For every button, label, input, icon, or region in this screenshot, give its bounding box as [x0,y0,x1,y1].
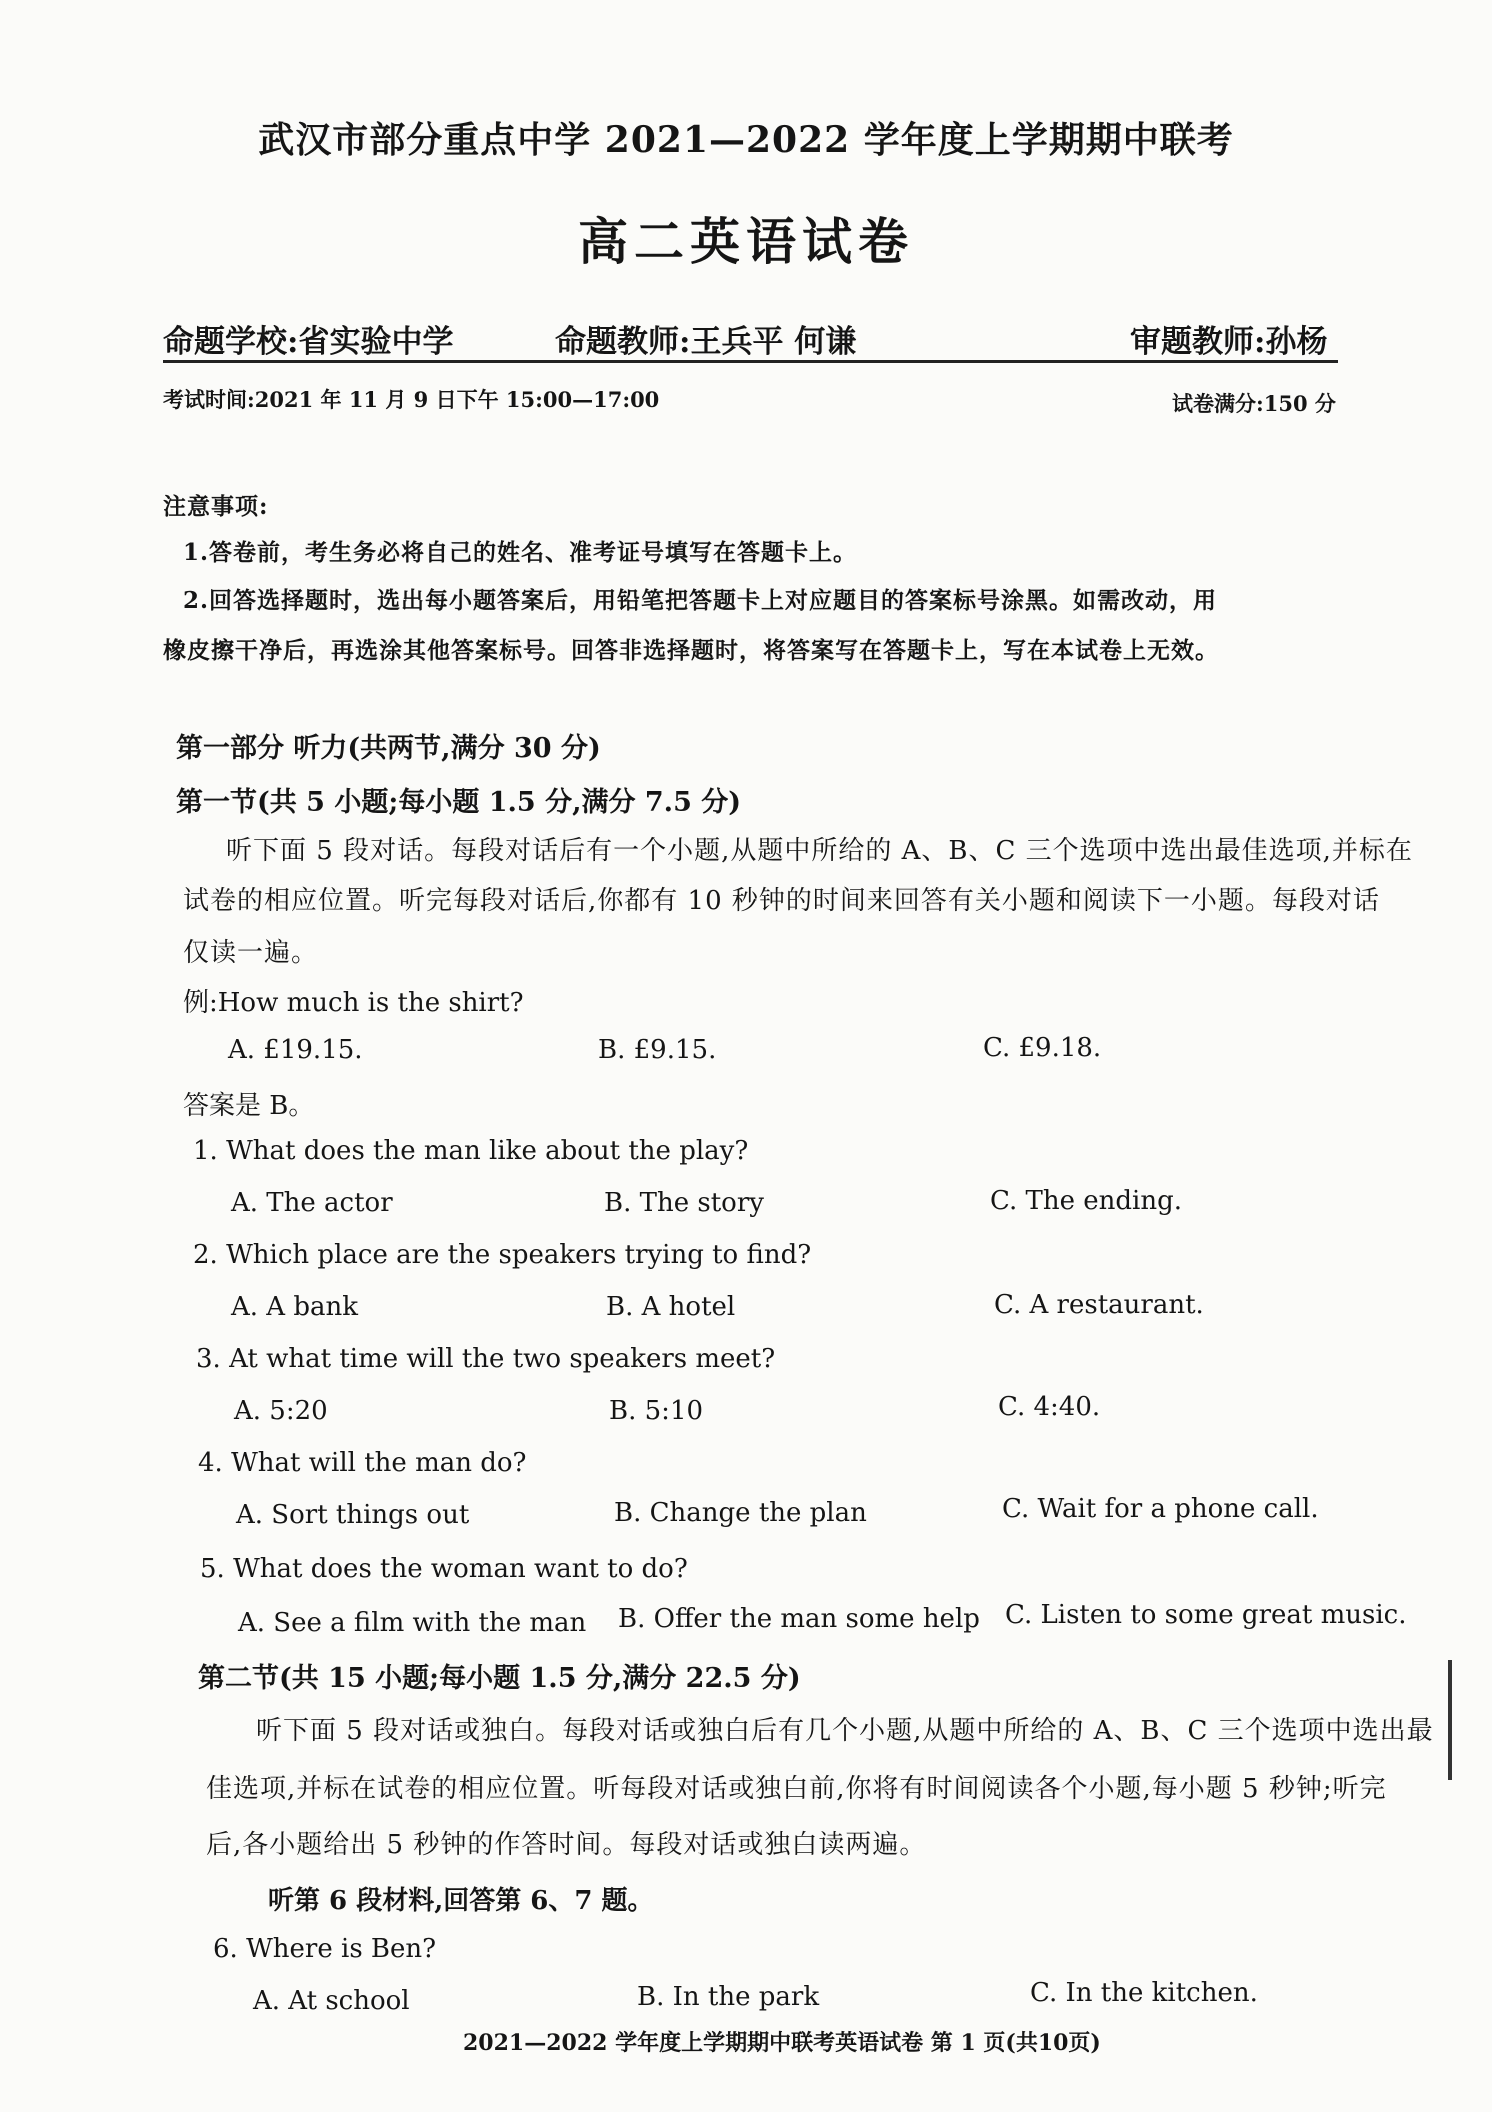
exam-title: 武汉市部分重点中学 2021—2022 学年度上学期期中联考 [258,119,1234,161]
exam-time: 考试时间:2021 年 11 月 9 日下午 15:00—17:00 [163,387,660,412]
note-item-2-line-1: 2.回答选择题时，选出每小题答案后，用铅笔把答题卡上对应题目的答案标号涂黑。如需改动，用 [183,587,1218,614]
setting-school: 命题学校:省实验中学 [163,324,454,360]
section1-instruction-3: 仅读一遍。 [183,938,319,968]
question-5-option-c: C. Listen to some great music. [1005,1600,1407,1630]
question-5-option-a: A. See a film with the man [238,1608,587,1638]
example-option-a: A. £19.15. [228,1035,363,1065]
question-6-option-b: B. In the park [637,1982,820,2012]
question-5: 5. What does the woman want to do? [200,1554,688,1584]
question-2-option-c: C. A restaurant. [994,1290,1204,1320]
example-question: 例:How much is the shirt? [183,988,524,1018]
section1-instruction-2: 试卷的相应位置。听完每段对话后,你都有 10 秒钟的时间来回答有关小题和阅读下一小题。每段对话 [183,886,1380,916]
question-1: 1. What does the man like about the play? [193,1136,749,1166]
question-6-option-a: A. At school [253,1986,410,2016]
reviewer: 审题教师:孙杨 [1130,324,1328,360]
notes-heading: 注意事项: [163,493,269,520]
subject-title: 高二英语试卷 [578,212,914,271]
part1-heading: 第一部分 听力(共两节,满分 30 分) [176,733,601,764]
question-4: 4. What will the man do? [198,1448,527,1478]
page-footer: 2021—2022 学年度上学期期中联考英语试卷 第 1 页(共10页) [463,2030,1101,2056]
question-6: 6. Where is Ben? [213,1934,437,1964]
material-6-instruction: 听第 6 段材料,回答第 6、7 题。 [268,1886,654,1916]
header-divider [163,360,1338,363]
question-2-option-b: B. A hotel [606,1292,736,1322]
section2-instruction-2: 佳选项,并标在试卷的相应位置。听每段对话或独白前,你将有时间阅读各个小题,每小题 5 秒钟;听完 [206,1774,1387,1804]
question-4-option-c: C. Wait for a phone call. [1002,1494,1319,1524]
scan-edge-mark [1448,1660,1452,1780]
example-option-b: B. £9.15. [598,1035,717,1065]
question-2: 2. Which place are the speakers trying to find? [193,1240,812,1270]
section2-instruction-3: 后,各小题给出 5 秒钟的作答时间。每段对话或独白读两遍。 [206,1830,927,1860]
question-3: 3. At what time will the two speakers meet? [196,1344,776,1374]
question-1-option-c: C. The ending. [990,1186,1182,1216]
question-3-option-b: B. 5:10 [609,1396,704,1426]
question-1-option-a: A. The actor [231,1188,393,1218]
example-answer: 答案是 B。 [183,1091,315,1121]
question-3-option-c: C. 4:40. [998,1392,1101,1422]
setting-teachers: 命题教师:王兵平 何谦 [555,324,857,360]
question-2-option-a: A. A bank [231,1292,358,1322]
section2-heading: 第二节(共 15 小题;每小题 1.5 分,满分 22.5 分) [198,1663,801,1694]
note-item-2-line-2: 橡皮擦干净后，再选涂其他答案标号。回答非选择题时，将答案写在答题卡上，写在本试卷上无效。 [163,637,1219,664]
question-4-option-b: B. Change the plan [614,1498,867,1528]
section1-heading: 第一节(共 5 小题;每小题 1.5 分,满分 7.5 分) [176,787,742,818]
question-4-option-a: A. Sort things out [236,1500,470,1530]
full-score: 试卷满分:150 分 [1172,391,1336,416]
question-5-option-b: B. Offer the man some help [618,1604,980,1634]
question-1-option-b: B. The story [604,1188,764,1218]
question-3-option-a: A. 5:20 [234,1396,328,1426]
section2-instruction-1: 听下面 5 段对话或独白。每段对话或独白后有几个小题,从题中所给的 A、B、C 三个选项中选出最 [256,1716,1434,1746]
question-6-option-c: C. In the kitchen. [1030,1978,1258,2008]
section1-instruction-1: 听下面 5 段对话。每段对话后有一个小题,从题中所给的 A、B、C 三个选项中选出最佳选项,并标在 [226,836,1413,866]
example-option-c: C. £9.18. [983,1033,1102,1063]
note-item-1: 1.答卷前，考生务必将自己的姓名、准考证号填写在答题卡上。 [183,539,858,566]
